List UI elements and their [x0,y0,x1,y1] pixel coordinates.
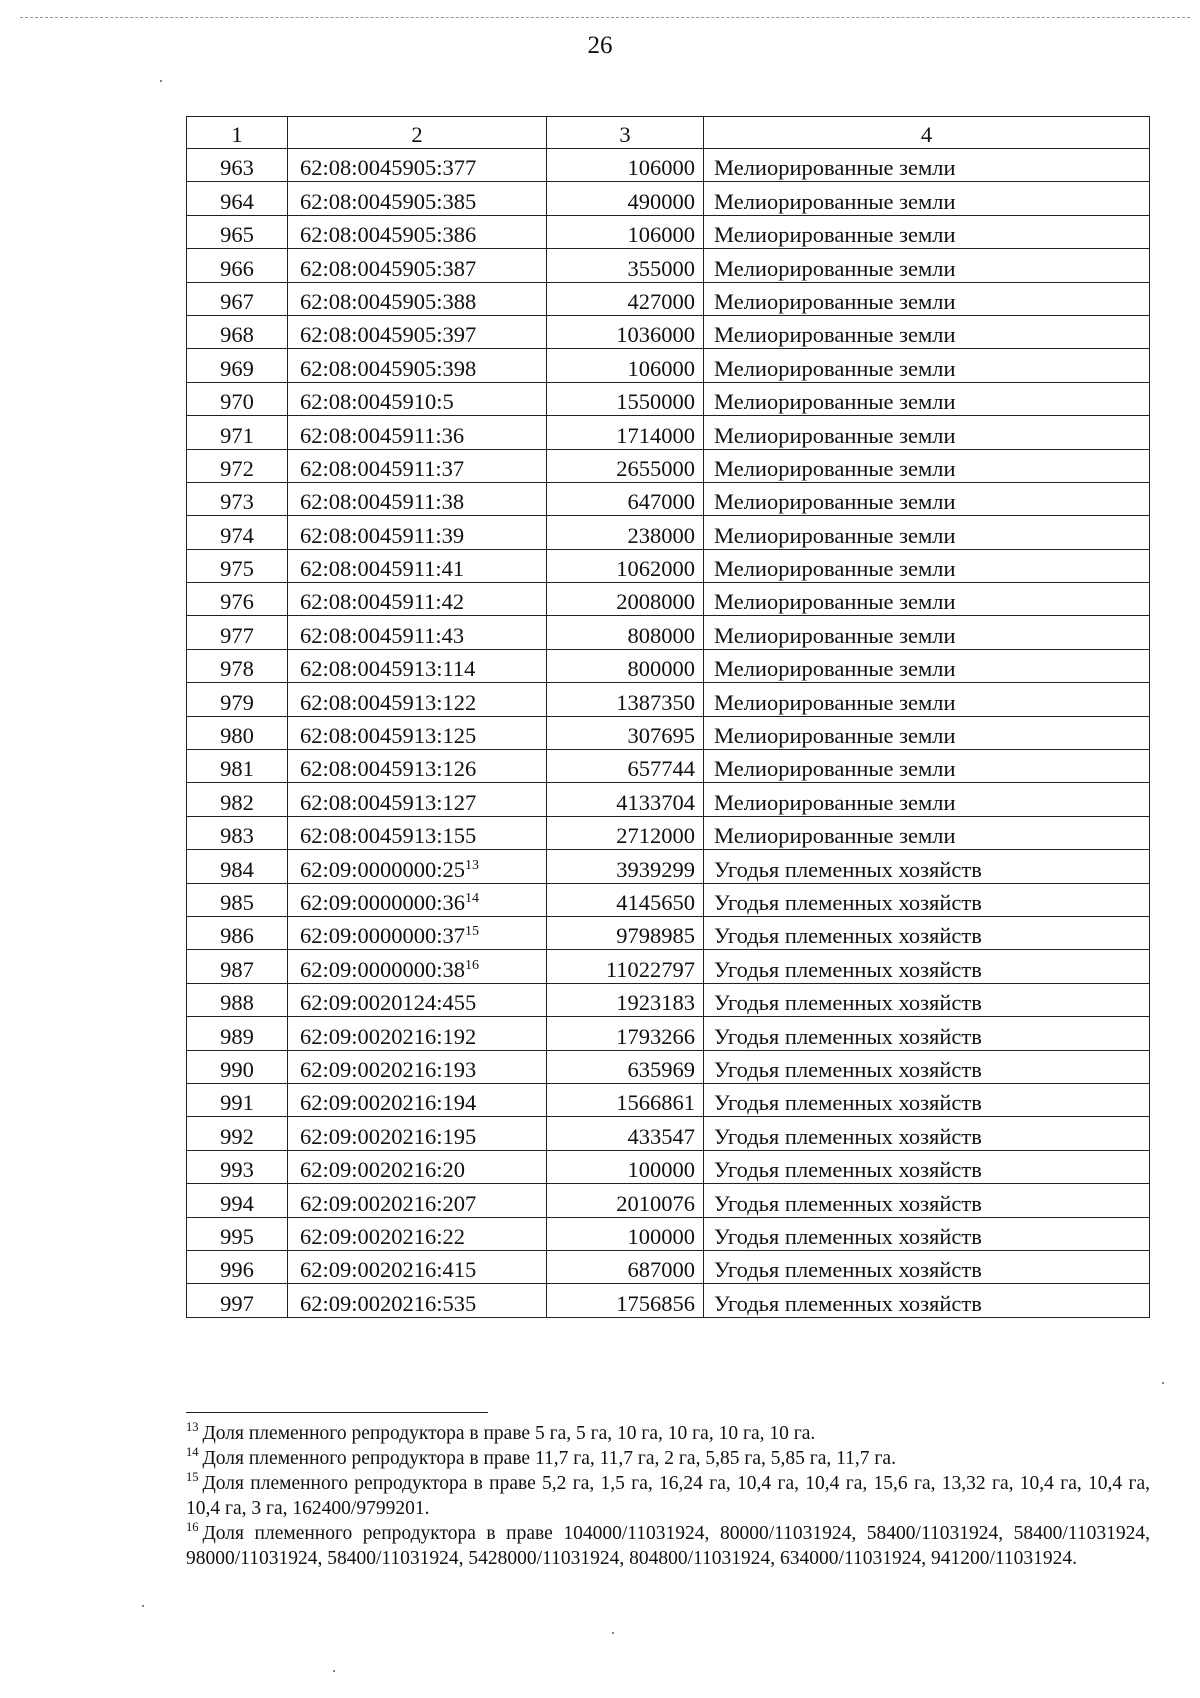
cadastral-number: 62:09:0000000:38 [300,956,466,982]
cadastral-number: 62:08:0045913:126 [300,756,477,782]
land-type-cell: Угодья племенных хозяйств [704,1117,1150,1150]
cadastral-number-cell [288,482,547,515]
footnote-14 [186,1446,1150,1471]
area-cell: 1036000 [547,315,704,348]
land-type-cell: Угодья племенных хозяйств [704,850,1150,883]
table-row [187,816,1150,849]
row-number-cell: 986 [187,916,288,949]
area-cell: 490000 [547,182,704,215]
cadastral-number: 62:08:0045913:122 [300,689,477,715]
row-number-cell: 973 [187,482,288,515]
row-number-cell: 979 [187,683,288,716]
footnote-reference[interactable]: 14 [465,890,480,906]
cadastral-number: 62:09:0020216:192 [300,1023,477,1049]
cadastral-number-cell [288,1083,547,1116]
cadastral-number: 62:08:0045905:397 [300,322,477,348]
cadastral-number: 62:09:0020216:207 [300,1190,477,1216]
land-type-cell: Мелиорированные земли [704,616,1150,649]
footnote-text: Доля племенного репродуктора в праве 5 га, 5 га, 10 га, 10 га, 10 га, 10 га. [202,1423,816,1444]
land-type-cell: Угодья племенных хозяйств [704,1284,1150,1317]
footnote-reference[interactable]: 13 [465,857,480,873]
table-row [187,850,1150,883]
cadastral-number-cell [288,1250,547,1283]
cadastral-number-cell [288,249,547,282]
area-cell: 3939299 [547,850,704,883]
cadastral-number-cell [288,516,547,549]
cadastral-number: 62:08:0045905:377 [300,155,477,181]
table-row [187,616,1150,649]
cadastral-number: 62:09:0000000:36 [300,889,466,915]
row-number-cell: 994 [187,1184,288,1217]
row-number-cell: 995 [187,1217,288,1250]
area-cell: 4145650 [547,883,704,916]
footnote-text: Доля племенного репродуктора в праве 5,2 га, 1,5 га, 16,24 га, 10,4 га, 10,4 га, 15,6 га, 13,32 га, 10,4 га, 10,4 га, 10,4 га, 3 га, 162400/9799201. [186,1473,1150,1519]
land-type-cell: Мелиорированные земли [704,783,1150,816]
cadastral-number: 62:09:0020216:20 [300,1157,466,1183]
table-row [187,1117,1150,1150]
footnote-reference[interactable]: 16 [465,957,480,973]
land-type-cell: Угодья племенных хозяйств [704,1017,1150,1050]
cadastral-number: 62:08:0045905:386 [300,222,477,248]
cadastral-number: 62:08:0045911:39 [300,522,465,548]
cadastral-number-cell [288,315,547,348]
table-row [187,549,1150,582]
land-type-cell: Мелиорированные земли [704,282,1150,315]
land-type-cell: Угодья племенных хозяйств [704,1217,1150,1250]
land-type-cell: Мелиорированные земли [704,449,1150,482]
cadastral-number: 62:08:0045911:41 [300,556,465,582]
row-number-cell: 982 [187,783,288,816]
cadastral-number: 62:09:0020216:193 [300,1056,477,1082]
row-number-cell: 964 [187,182,288,215]
table-row [187,315,1150,348]
row-number-cell: 971 [187,416,288,449]
cadastral-number: 62:09:0020216:415 [300,1257,477,1283]
row-number-cell: 975 [187,549,288,582]
footnote-16 [186,1521,1150,1571]
row-number-cell: 997 [187,1284,288,1317]
area-cell: 2712000 [547,816,704,849]
area-cell: 1566861 [547,1083,704,1116]
table-row [187,950,1150,983]
scan-speck [333,1670,335,1672]
footnote-number: 15 [186,1470,199,1484]
table-row [187,683,1150,716]
table-row [187,1284,1150,1317]
area-cell: 106000 [547,149,704,182]
cadastral-number-cell [288,683,547,716]
row-number-cell: 967 [187,282,288,315]
land-type-cell: Мелиорированные земли [704,416,1150,449]
cadastral-number: 62:08:0045913:155 [300,823,477,849]
area-cell: 427000 [547,282,704,315]
table-row [187,783,1150,816]
row-number-cell: 987 [187,950,288,983]
land-type-cell: Угодья племенных хозяйств [704,1150,1150,1183]
cadastral-number-cell [288,149,547,182]
table-row [187,482,1150,515]
cadastral-number-cell [288,916,547,949]
cadastral-number: 62:08:0045905:387 [300,255,477,281]
row-number-cell: 985 [187,883,288,916]
land-type-cell: Мелиорированные земли [704,683,1150,716]
area-cell: 100000 [547,1217,704,1250]
column-header-4: 4 [704,117,1150,149]
table-row [187,149,1150,182]
table-row [187,282,1150,315]
cadastral-number-cell [288,1017,547,1050]
table-row [187,750,1150,783]
table-row [187,649,1150,682]
scan-speck [612,1632,614,1634]
row-number-cell: 970 [187,382,288,415]
land-type-cell: Мелиорированные земли [704,482,1150,515]
area-cell: 1923183 [547,983,704,1016]
land-type-cell: Мелиорированные земли [704,716,1150,749]
row-number-cell: 980 [187,716,288,749]
cadastral-number: 62:08:0045911:37 [300,455,465,481]
footnote-15 [186,1471,1150,1521]
cadastral-number-cell [288,1284,547,1317]
cadastral-number: 62:08:0045905:388 [300,288,477,314]
land-type-cell: Мелиорированные земли [704,182,1150,215]
footnote-number: 14 [186,1445,199,1459]
land-type-cell: Мелиорированные земли [704,516,1150,549]
cadastral-number: 62:08:0045913:127 [300,789,477,815]
land-type-cell: Угодья племенных хозяйств [704,883,1150,916]
area-cell: 433547 [547,1117,704,1150]
row-number-cell: 983 [187,816,288,849]
area-cell: 1793266 [547,1017,704,1050]
land-type-cell: Мелиорированные земли [704,215,1150,248]
land-type-cell: Угодья племенных хозяйств [704,1250,1150,1283]
footnote-text: Доля племенного репродуктора в праве 11,7 га, 11,7 га, 2 га, 5,85 га, 5,85 га, 11,7 га. [202,1448,896,1469]
row-number-cell: 984 [187,850,288,883]
area-cell: 11022797 [547,950,704,983]
cadastral-number-cell [288,716,547,749]
cadastral-number-cell [288,883,547,916]
cadastral-number: 62:09:0000000:25 [300,856,466,882]
table-row [187,349,1150,382]
cadastral-number: 62:09:0020216:22 [300,1223,466,1249]
cadastral-number: 62:09:0020216:195 [300,1123,477,1149]
cadastral-number-cell [288,1050,547,1083]
cadastral-number-cell [288,816,547,849]
table-row [187,583,1150,616]
table-row [187,1050,1150,1083]
table-row [187,382,1150,415]
cadastral-number-cell [288,382,547,415]
area-cell: 238000 [547,516,704,549]
area-cell: 687000 [547,1250,704,1283]
table-row [187,1250,1150,1283]
cadastral-number-cell [288,1117,547,1150]
area-cell: 2008000 [547,583,704,616]
area-cell: 100000 [547,1150,704,1183]
row-number-cell: 966 [187,249,288,282]
cadastral-number: 62:09:0000000:37 [300,923,466,949]
land-type-cell: Угодья племенных хозяйств [704,950,1150,983]
row-number-cell: 978 [187,649,288,682]
cadastral-number: 62:08:0045913:114 [300,656,476,682]
area-cell: 1387350 [547,683,704,716]
row-number-cell: 977 [187,616,288,649]
area-cell: 2655000 [547,449,704,482]
table-row [187,1184,1150,1217]
table-row [187,916,1150,949]
cadastral-number-cell [288,215,547,248]
table-row [187,1217,1150,1250]
cadastral-number: 62:08:0045905:398 [300,355,477,381]
cadastral-number-cell [288,850,547,883]
land-type-cell: Мелиорированные земли [704,583,1150,616]
area-cell: 657744 [547,750,704,783]
land-type-cell: Мелиорированные земли [704,750,1150,783]
cadastral-number-cell [288,1184,547,1217]
cadastral-number-cell [288,649,547,682]
cadastral-number-cell [288,750,547,783]
land-type-cell: Мелиорированные земли [704,649,1150,682]
cadastral-number: 62:08:0045911:38 [300,489,465,515]
area-cell: 1550000 [547,382,704,415]
page-number: 26 [587,32,613,59]
cadastral-number: 62:08:0045905:385 [300,188,477,214]
land-type-cell: Мелиорированные земли [704,249,1150,282]
land-type-cell: Мелиорированные земли [704,315,1150,348]
table-row [187,983,1150,1016]
table-row [187,416,1150,449]
row-number-cell: 992 [187,1117,288,1150]
cadastral-number-cell [288,783,547,816]
footnote-separator [186,1412,488,1413]
land-type-cell: Мелиорированные земли [704,149,1150,182]
area-cell: 106000 [547,349,704,382]
area-cell: 635969 [547,1050,704,1083]
column-header-3: 3 [547,117,704,149]
cadastral-number-cell [288,349,547,382]
row-number-cell: 988 [187,983,288,1016]
column-header-2: 2 [288,117,547,149]
land-type-cell: Угодья племенных хозяйств [704,1184,1150,1217]
cadastral-number-cell [288,449,547,482]
land-type-cell: Мелиорированные земли [704,382,1150,415]
column-header-1: 1 [187,117,288,149]
area-cell: 2010076 [547,1184,704,1217]
row-number-cell: 989 [187,1017,288,1050]
footnote-13 [186,1421,1150,1446]
cadastral-number-cell [288,182,547,215]
top-scan-rule [20,17,1190,18]
table-row [187,249,1150,282]
table-row [187,716,1150,749]
cadastral-number-cell [288,616,547,649]
land-type-cell: Мелиорированные земли [704,549,1150,582]
cadastral-number-cell [288,583,547,616]
row-number-cell: 991 [187,1083,288,1116]
cadastral-number: 62:08:0045913:125 [300,723,477,749]
row-number-cell: 990 [187,1050,288,1083]
land-type-cell: Угодья племенных хозяйств [704,916,1150,949]
cadastral-number-cell [288,549,547,582]
row-number-cell: 976 [187,583,288,616]
cadastral-number-cell [288,983,547,1016]
row-number-cell: 963 [187,149,288,182]
row-number-cell: 974 [187,516,288,549]
land-type-cell: Мелиорированные земли [704,816,1150,849]
table-header-row [187,117,1150,149]
row-number-cell: 969 [187,349,288,382]
cadastral-number-cell [288,1150,547,1183]
row-number-cell: 993 [187,1150,288,1183]
area-cell: 4133704 [547,783,704,816]
area-cell: 647000 [547,482,704,515]
cadastral-number: 62:08:0045911:42 [300,589,465,615]
land-type-cell: Угодья племенных хозяйств [704,1050,1150,1083]
area-cell: 307695 [547,716,704,749]
table-row [187,1017,1150,1050]
table-row [187,883,1150,916]
cadastral-number-cell [288,950,547,983]
table-row [187,182,1150,215]
land-type-cell: Мелиорированные земли [704,349,1150,382]
row-number-cell: 996 [187,1250,288,1283]
scan-speck [160,80,162,82]
area-cell: 106000 [547,215,704,248]
footnote-number: 16 [186,1520,199,1534]
footnote-number: 13 [186,1420,199,1434]
land-type-cell: Угодья племенных хозяйств [704,1083,1150,1116]
scan-speck [142,1605,144,1607]
cadastral-number: 62:08:0045911:36 [300,422,465,448]
table-row [187,449,1150,482]
area-cell: 808000 [547,616,704,649]
cadastral-number-cell [288,1217,547,1250]
row-number-cell: 968 [187,315,288,348]
area-cell: 1062000 [547,549,704,582]
scan-speck [1162,1382,1164,1384]
row-number-cell: 981 [187,750,288,783]
cadastral-number: 62:08:0045911:43 [300,622,465,648]
cadastral-number: 62:09:0020216:535 [300,1290,477,1316]
footnotes [186,1421,1150,1571]
row-number-cell: 972 [187,449,288,482]
cadastral-number-cell [288,282,547,315]
land-plots-table [186,116,1150,1318]
table-row [187,516,1150,549]
footnote-text: Доля племенного репродуктора в праве 104000/11031924, 80000/11031924, 58400/11031924, 58400/11031924, 98000/11031924, 58400/11031924, 5428000/11031924, 804800/11031924, 634000/11031924, 941200/11031924. [186,1523,1150,1569]
cadastral-number: 62:08:0045910:5 [300,389,454,415]
cadastral-number: 62:09:0020124:455 [300,990,477,1016]
area-cell: 355000 [547,249,704,282]
area-cell: 800000 [547,649,704,682]
cadastral-number-cell [288,416,547,449]
land-type-cell: Угодья племенных хозяйств [704,983,1150,1016]
area-cell: 1756856 [547,1284,704,1317]
area-cell: 9798985 [547,916,704,949]
table-row [187,215,1150,248]
cadastral-number: 62:09:0020216:194 [300,1090,477,1116]
row-number-cell: 965 [187,215,288,248]
area-cell: 1714000 [547,416,704,449]
table-row [187,1083,1150,1116]
footnote-reference[interactable]: 15 [465,924,480,940]
table-row [187,1150,1150,1183]
